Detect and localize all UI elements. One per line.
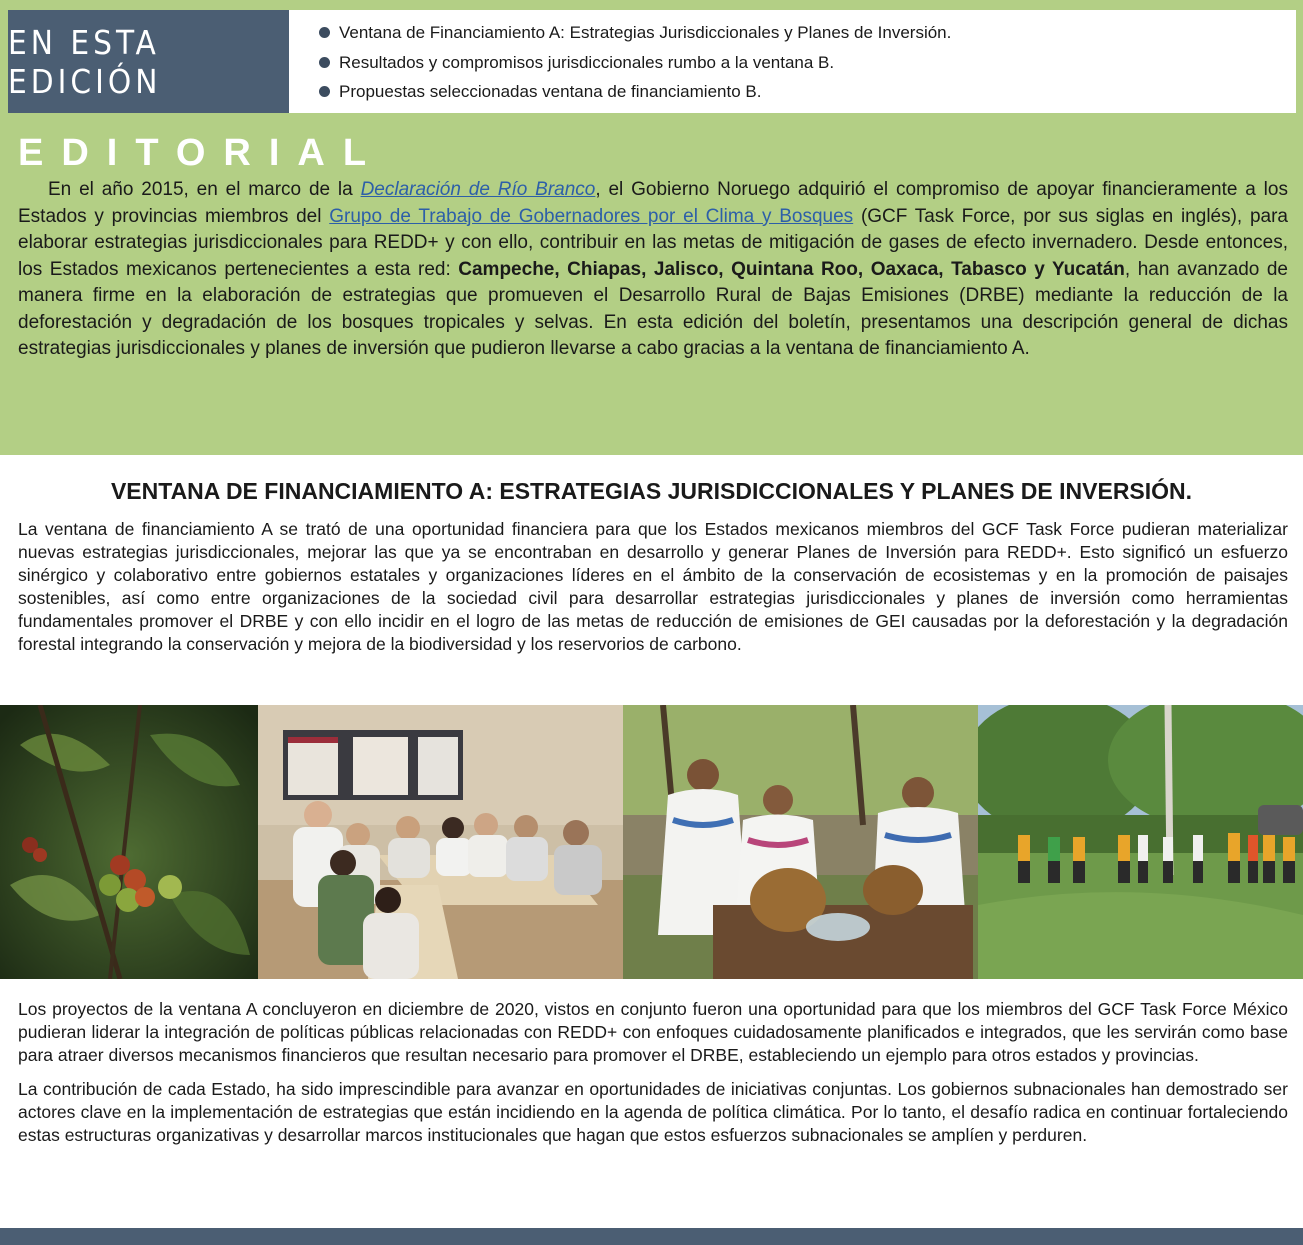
rio-branco-link[interactable]: Declaración de Río Branco — [360, 179, 596, 200]
community-women-photo — [623, 705, 978, 979]
meeting-photo — [258, 705, 623, 979]
photo-strip — [0, 705, 1303, 979]
editorial-text-part: , han avanzado de manera firme en la elaboración de estrategias que promueven el Desarrollo Rural de Bajas Emisiones (DRBE) mediante la reducción de la deforestación y degradación de los bosques tropicales y selvas. En esta edición del boletín, presentamos una descripción general de dichas estrategias jurisdiccionales y planes de inversión que pudieron llevarse a cabo gracias a la ventana de financiamiento A. — [18, 258, 1288, 359]
in-this-edition-label: EN ESTA EDICIÓN — [8, 10, 289, 113]
edition-item: Propuestas seleccionadas ventana de financiamiento B. — [319, 77, 1296, 107]
closing-paragraph: La contribución de cada Estado, ha sido imprescindible para avanzar en oportunidades de iniciativas conjuntas. Los gobiernos subnacionales han demostrado ser actores clave en la implementación de estrategias que están incidiendo en la agenda de política climática. Por lo tanto, el desafío radica en continuar fortaleciendo estas estructuras organizativas y desarrollar marcos institucionales que hagan que estos esfuerzos subnacionales se amplíen y perduren. — [18, 1079, 1288, 1145]
coffee-plant-photo — [0, 705, 258, 979]
editorial-text-part: En el año 2015, en el marco de la — [48, 179, 361, 200]
in-this-edition-list — [289, 10, 1296, 113]
closing-text — [18, 998, 1288, 1158]
in-this-edition-box — [8, 10, 1296, 113]
editorial-text-part: (GCF Task Force, por sus siglas en inglés), para elaborar estrategias jurisdiccionales para REDD+ y con ello, contribuir en las metas de mitigación de gases de efecto invernadero. Desde entonces, los Estados mexicanos pertenecientes a esta red: — [18, 205, 1288, 280]
member-states: Campeche, Chiapas, Jalisco, Quintana Roo, Oaxaca, Tabasco y Yucatán — [458, 258, 1125, 280]
editorial-title: EDITORIAL — [18, 132, 385, 174]
section-title: VENTANA DE FINANCIAMIENTO A: ESTRATEGIAS JURISDICCIONALES Y PLANES DE INVERSIÓN. — [110, 478, 1193, 504]
edition-item: Ventana de Financiamiento A: Estrategias Jurisdiccionales y Planes de Inversión. — [319, 18, 1296, 48]
closing-paragraph: Los proyectos de la ventana A concluyeron en diciembre de 2020, vistos en conjunto fueron una oportunidad para que los miembros del GCF Task Force México pudieran liderar la integración de políticas públicas relacionadas con REDD+ con enfoques cuidadosamente planificados e integrados, que les servirán como base para atraer diversos mecanismos financieros que resultan necesario para promover el DRBE, estableciendo un ejemplo para otros estados y provincias. — [18, 999, 1288, 1065]
editorial-text — [18, 177, 1288, 363]
footer-bar — [0, 1228, 1303, 1245]
section-text: La ventana de financiamiento A se trató de una oportunidad financiera para que los Estados mexicanos miembros del GCF Task Force pudieran materializar nuevas estrategias jurisdiccionales, mejorar las que ya se encontraban en desarrollo y generar Planes de Inversión para REDD+. Esto significó un esfuerzo sinérgico y colaborativo entre gobiernos estatales y organizaciones líderes en el ámbito de la conservación de ecosistemas y en la promoción de paisajes sostenibles, así como entre organizaciones de la sociedad civil para desarrollar estrategias jurisdiccionales y planes de inversión como herramientas fundamentales promover el DRBE y con ello incidir en el logro de las metas de reducción de emisiones de GEI causadas por la deforestación y la degradación forestal integrando la conservación y mejora de la biodiversidad y los reservorios de carbono. — [18, 519, 1288, 654]
editorial-text-part: , el Gobierno Noruego adquirió el compromiso de apoyar financieramente a los Estados y provincias miembros del — [18, 179, 1288, 227]
gcf-task-force-link[interactable]: Grupo de Trabajo de Gobernadores por el Clima y Bosques — [329, 205, 854, 227]
brigade-photo — [978, 705, 1303, 979]
edition-item: Resultados y compromisos jurisdiccionales rumbo a la ventana B. — [319, 48, 1296, 78]
